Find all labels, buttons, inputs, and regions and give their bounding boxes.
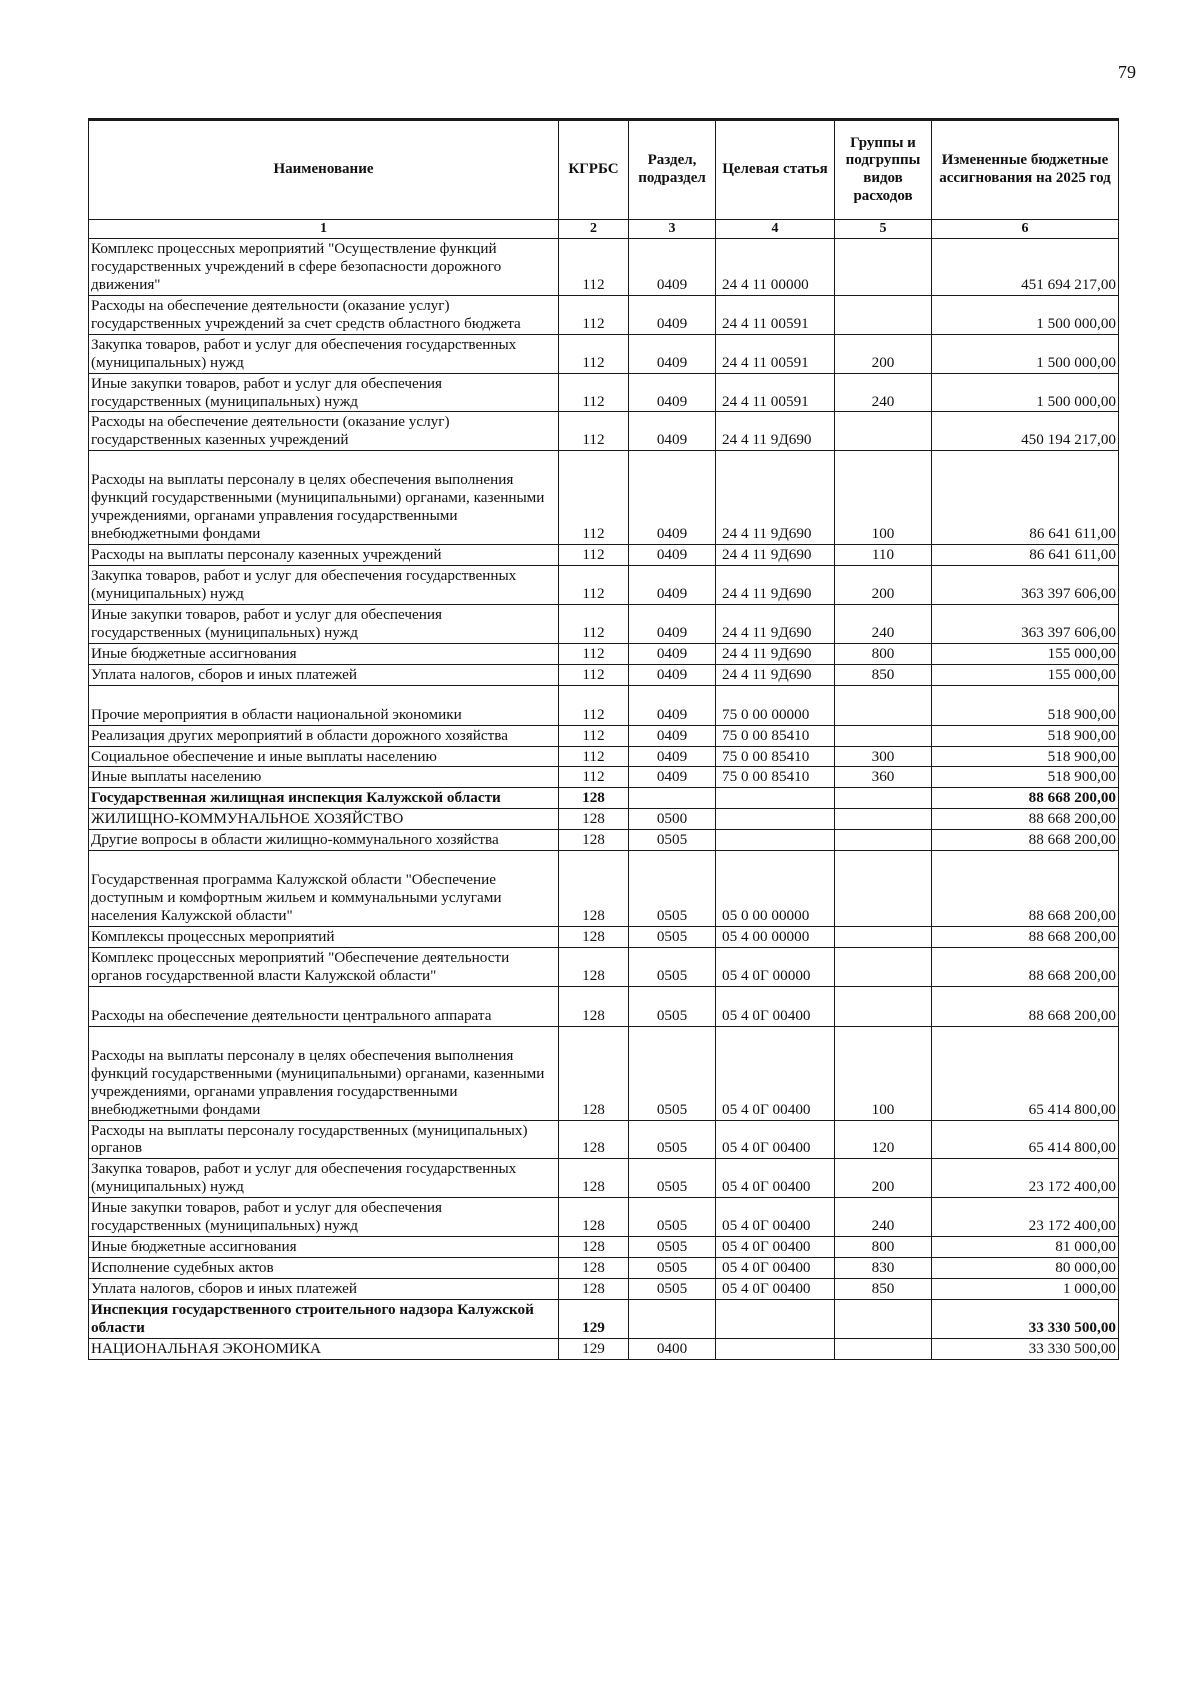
row-group: 200 xyxy=(835,334,932,373)
row-article: 05 4 0Г 00400 xyxy=(716,1279,835,1300)
row-kgrbs: 128 xyxy=(559,1258,629,1279)
row-kgrbs: 128 xyxy=(559,1279,629,1300)
column-number: 3 xyxy=(629,220,716,239)
row-amount: 518 900,00 xyxy=(932,746,1119,767)
row-name: Закупка товаров, работ и услуг для обеспечения государственных (муниципальных) нужд xyxy=(89,1159,559,1198)
row-section: 0409 xyxy=(629,767,716,788)
row-kgrbs: 128 xyxy=(559,851,629,927)
row-amount: 88 668 200,00 xyxy=(932,851,1119,927)
row-amount: 518 900,00 xyxy=(932,767,1119,788)
row-group: 850 xyxy=(835,1279,932,1300)
row-group xyxy=(835,947,932,986)
row-section: 0409 xyxy=(629,545,716,566)
row-name: Расходы на обеспечение деятельности (оказание услуг) государственных казенных учреждений xyxy=(89,412,559,451)
column-number: 5 xyxy=(835,220,932,239)
row-name: Комплексы процессных мероприятий xyxy=(89,927,559,948)
row-amount: 88 668 200,00 xyxy=(932,830,1119,851)
row-article: 05 4 0Г 00400 xyxy=(716,1026,835,1120)
row-kgrbs: 112 xyxy=(559,295,629,334)
row-name: Социальное обеспечение и иные выплаты населению xyxy=(89,746,559,767)
row-amount: 1 000,00 xyxy=(932,1279,1119,1300)
table-row xyxy=(89,1299,1119,1338)
row-article: 75 0 00 00000 xyxy=(716,685,835,725)
row-amount: 88 668 200,00 xyxy=(932,788,1119,809)
row-group: 850 xyxy=(835,664,932,685)
row-section: 0409 xyxy=(629,643,716,664)
row-amount: 155 000,00 xyxy=(932,664,1119,685)
table-row xyxy=(89,1026,1119,1120)
row-kgrbs: 129 xyxy=(559,1299,629,1338)
row-section: 0505 xyxy=(629,830,716,851)
table-row xyxy=(89,986,1119,1026)
row-group: 360 xyxy=(835,767,932,788)
row-name: Расходы на обеспечение деятельности центрального аппарата xyxy=(89,986,559,1026)
row-name: Иные бюджетные ассигнования xyxy=(89,643,559,664)
row-name: Другие вопросы в области жилищно-коммунального хозяйства xyxy=(89,830,559,851)
row-group xyxy=(835,685,932,725)
page-number: 79 xyxy=(1118,62,1136,82)
row-group: 100 xyxy=(835,1026,932,1120)
row-name: ЖИЛИЩНО-КОММУНАЛЬНОЕ ХОЗЯЙСТВО xyxy=(89,809,559,830)
row-amount: 88 668 200,00 xyxy=(932,947,1119,986)
header-section: Раздел, подраздел xyxy=(629,120,716,220)
row-name: Расходы на выплаты персоналу государственных (муниципальных) органов xyxy=(89,1120,559,1159)
table-row xyxy=(89,1159,1119,1198)
row-kgrbs: 112 xyxy=(559,746,629,767)
row-section: 0500 xyxy=(629,809,716,830)
row-section: 0505 xyxy=(629,1258,716,1279)
row-name: Уплата налогов, сборов и иных платежей xyxy=(89,1279,559,1300)
table-row xyxy=(89,412,1119,451)
row-article: 24 4 11 9Д690 xyxy=(716,664,835,685)
table-row xyxy=(89,334,1119,373)
row-section: 0409 xyxy=(629,239,716,296)
row-group xyxy=(835,1299,932,1338)
row-group xyxy=(835,295,932,334)
row-amount: 363 397 606,00 xyxy=(932,604,1119,643)
row-group xyxy=(835,851,932,927)
row-group xyxy=(835,809,932,830)
table-body xyxy=(89,239,1119,1360)
row-article: 24 4 11 00591 xyxy=(716,295,835,334)
header-article: Целевая статья xyxy=(716,120,835,220)
row-kgrbs: 112 xyxy=(559,373,629,412)
table-row xyxy=(89,643,1119,664)
row-article: 24 4 11 9Д690 xyxy=(716,604,835,643)
row-kgrbs: 112 xyxy=(559,412,629,451)
row-kgrbs: 112 xyxy=(559,767,629,788)
row-section: 0505 xyxy=(629,851,716,927)
table-row xyxy=(89,851,1119,927)
row-amount: 65 414 800,00 xyxy=(932,1026,1119,1120)
table-row xyxy=(89,239,1119,296)
row-kgrbs: 112 xyxy=(559,725,629,746)
row-amount: 88 668 200,00 xyxy=(932,927,1119,948)
row-section: 0505 xyxy=(629,1237,716,1258)
row-group xyxy=(835,725,932,746)
row-section: 0505 xyxy=(629,947,716,986)
table-row xyxy=(89,1279,1119,1300)
row-group xyxy=(835,927,932,948)
row-kgrbs: 128 xyxy=(559,927,629,948)
table-row xyxy=(89,545,1119,566)
row-article: 05 4 0Г 00400 xyxy=(716,1237,835,1258)
row-group: 240 xyxy=(835,1198,932,1237)
row-section: 0409 xyxy=(629,604,716,643)
budget-table xyxy=(88,118,1119,1360)
row-section: 0409 xyxy=(629,295,716,334)
table-row xyxy=(89,1338,1119,1359)
row-name: Иные выплаты населению xyxy=(89,767,559,788)
row-kgrbs: 128 xyxy=(559,809,629,830)
row-amount: 450 194 217,00 xyxy=(932,412,1119,451)
header-amount: Измененные бюджетные ассигнования на 2025 год xyxy=(932,120,1119,220)
row-kgrbs: 128 xyxy=(559,830,629,851)
row-kgrbs: 128 xyxy=(559,1026,629,1120)
row-name: Иные закупки товаров, работ и услуг для обеспечения государственных (муниципальных) нужд xyxy=(89,373,559,412)
row-amount: 518 900,00 xyxy=(932,725,1119,746)
row-article: 75 0 00 85410 xyxy=(716,746,835,767)
row-amount: 1 500 000,00 xyxy=(932,334,1119,373)
row-article: 05 4 0Г 00400 xyxy=(716,1258,835,1279)
header-name: Наименование xyxy=(89,120,559,220)
row-group xyxy=(835,788,932,809)
row-amount: 155 000,00 xyxy=(932,643,1119,664)
row-kgrbs: 112 xyxy=(559,451,629,545)
row-group: 200 xyxy=(835,1159,932,1198)
table-row xyxy=(89,295,1119,334)
row-group: 800 xyxy=(835,643,932,664)
row-article: 24 4 11 00591 xyxy=(716,334,835,373)
row-kgrbs: 112 xyxy=(559,545,629,566)
row-group xyxy=(835,239,932,296)
table-row xyxy=(89,1237,1119,1258)
row-name: Закупка товаров, работ и услуг для обеспечения государственных (муниципальных) нужд xyxy=(89,566,559,605)
row-name: Иные закупки товаров, работ и услуг для обеспечения государственных (муниципальных) нужд xyxy=(89,1198,559,1237)
row-article: 24 4 11 9Д690 xyxy=(716,545,835,566)
row-article: 24 4 11 9Д690 xyxy=(716,643,835,664)
header-kgrbs: КГРБС xyxy=(559,120,629,220)
row-article: 05 4 0Г 00400 xyxy=(716,986,835,1026)
table-row xyxy=(89,566,1119,605)
row-section: 0505 xyxy=(629,1159,716,1198)
row-section: 0505 xyxy=(629,1198,716,1237)
row-kgrbs: 128 xyxy=(559,947,629,986)
row-name: Инспекция государственного строительного надзора Калужской области xyxy=(89,1299,559,1338)
row-article: 05 4 0Г 00400 xyxy=(716,1198,835,1237)
row-article: 05 4 0Г 00000 xyxy=(716,947,835,986)
row-section: 0409 xyxy=(629,746,716,767)
row-amount: 86 641 611,00 xyxy=(932,451,1119,545)
row-section: 0409 xyxy=(629,412,716,451)
row-amount: 81 000,00 xyxy=(932,1237,1119,1258)
row-name: Комплекс процессных мероприятий "Осуществление функций государственных учреждений в сфере безопасности дорожного движения" xyxy=(89,239,559,296)
row-article: 05 4 00 00000 xyxy=(716,927,835,948)
table-row xyxy=(89,451,1119,545)
row-article: 24 4 11 00000 xyxy=(716,239,835,296)
table-row xyxy=(89,809,1119,830)
table-row xyxy=(89,788,1119,809)
row-amount: 1 500 000,00 xyxy=(932,373,1119,412)
row-section xyxy=(629,788,716,809)
row-section: 0505 xyxy=(629,927,716,948)
row-name: Уплата налогов, сборов и иных платежей xyxy=(89,664,559,685)
column-number: 4 xyxy=(716,220,835,239)
row-group: 110 xyxy=(835,545,932,566)
row-amount: 86 641 611,00 xyxy=(932,545,1119,566)
row-name: Исполнение судебных актов xyxy=(89,1258,559,1279)
row-name: Закупка товаров, работ и услуг для обеспечения государственных (муниципальных) нужд xyxy=(89,334,559,373)
row-section: 0505 xyxy=(629,1026,716,1120)
table-row xyxy=(89,767,1119,788)
row-group xyxy=(835,986,932,1026)
row-name: Реализация других мероприятий в области дорожного хозяйства xyxy=(89,725,559,746)
row-group: 240 xyxy=(835,604,932,643)
row-section: 0505 xyxy=(629,1279,716,1300)
row-kgrbs: 112 xyxy=(559,334,629,373)
row-amount: 451 694 217,00 xyxy=(932,239,1119,296)
row-article: 24 4 11 00591 xyxy=(716,373,835,412)
row-amount: 33 330 500,00 xyxy=(932,1338,1119,1359)
row-kgrbs: 128 xyxy=(559,1237,629,1258)
row-name: Прочие мероприятия в области национальной экономики xyxy=(89,685,559,725)
row-article: 24 4 11 9Д690 xyxy=(716,566,835,605)
column-number: 1 xyxy=(89,220,559,239)
row-group: 800 xyxy=(835,1237,932,1258)
header-group: Группы и подгруппы видов расходов xyxy=(835,120,932,220)
row-section: 0409 xyxy=(629,725,716,746)
row-article: 75 0 00 85410 xyxy=(716,767,835,788)
row-section: 0409 xyxy=(629,451,716,545)
row-name: Расходы на обеспечение деятельности (оказание услуг) государственных учреждений за счет средств областного бюджета xyxy=(89,295,559,334)
row-section: 0400 xyxy=(629,1338,716,1359)
row-group: 300 xyxy=(835,746,932,767)
row-section: 0505 xyxy=(629,1120,716,1159)
table-row xyxy=(89,1120,1119,1159)
table-row xyxy=(89,373,1119,412)
row-kgrbs: 112 xyxy=(559,664,629,685)
column-number: 6 xyxy=(932,220,1119,239)
row-section: 0409 xyxy=(629,566,716,605)
row-article: 05 0 00 00000 xyxy=(716,851,835,927)
row-amount: 65 414 800,00 xyxy=(932,1120,1119,1159)
row-kgrbs: 129 xyxy=(559,1338,629,1359)
row-name: Иные бюджетные ассигнования xyxy=(89,1237,559,1258)
row-name: Государственная программа Калужской области "Обеспечение доступным и комфортным жильем и коммунальными услугами населения Калужской области" xyxy=(89,851,559,927)
row-article xyxy=(716,809,835,830)
row-kgrbs: 128 xyxy=(559,1198,629,1237)
row-group xyxy=(835,1338,932,1359)
row-name: НАЦИОНАЛЬНАЯ ЭКОНОМИКА xyxy=(89,1338,559,1359)
row-kgrbs: 112 xyxy=(559,566,629,605)
row-group: 200 xyxy=(835,566,932,605)
table-row xyxy=(89,604,1119,643)
row-amount: 33 330 500,00 xyxy=(932,1299,1119,1338)
row-kgrbs: 112 xyxy=(559,239,629,296)
row-article xyxy=(716,830,835,851)
row-section: 0505 xyxy=(629,986,716,1026)
row-amount: 88 668 200,00 xyxy=(932,809,1119,830)
row-group: 100 xyxy=(835,451,932,545)
table-row xyxy=(89,746,1119,767)
row-group xyxy=(835,412,932,451)
row-article xyxy=(716,788,835,809)
table-row xyxy=(89,947,1119,986)
row-kgrbs: 128 xyxy=(559,986,629,1026)
row-group: 830 xyxy=(835,1258,932,1279)
row-section: 0409 xyxy=(629,664,716,685)
row-amount: 1 500 000,00 xyxy=(932,295,1119,334)
row-section: 0409 xyxy=(629,334,716,373)
row-amount: 363 397 606,00 xyxy=(932,566,1119,605)
row-article: 05 4 0Г 00400 xyxy=(716,1120,835,1159)
column-number: 2 xyxy=(559,220,629,239)
row-group xyxy=(835,830,932,851)
table-row xyxy=(89,1198,1119,1237)
row-section: 0409 xyxy=(629,685,716,725)
row-group: 120 xyxy=(835,1120,932,1159)
table-row xyxy=(89,927,1119,948)
row-amount: 23 172 400,00 xyxy=(932,1198,1119,1237)
row-article: 24 4 11 9Д690 xyxy=(716,412,835,451)
row-kgrbs: 128 xyxy=(559,1120,629,1159)
row-group: 240 xyxy=(835,373,932,412)
table-row xyxy=(89,664,1119,685)
row-kgrbs: 112 xyxy=(559,643,629,664)
row-amount: 88 668 200,00 xyxy=(932,986,1119,1026)
row-name: Государственная жилищная инспекция Калужской области xyxy=(89,788,559,809)
row-kgrbs: 128 xyxy=(559,788,629,809)
row-name: Расходы на выплаты персоналу в целях обеспечения выполнения функций государственными (муниципальными) органами, казенными учреждениями, органами управления государственными внебюджетными фондами xyxy=(89,1026,559,1120)
row-kgrbs: 112 xyxy=(559,685,629,725)
row-name: Иные закупки товаров, работ и услуг для обеспечения государственных (муниципальных) нужд xyxy=(89,604,559,643)
row-article xyxy=(716,1299,835,1338)
row-amount: 518 900,00 xyxy=(932,685,1119,725)
row-section xyxy=(629,1299,716,1338)
row-article xyxy=(716,1338,835,1359)
row-kgrbs: 112 xyxy=(559,604,629,643)
row-section: 0409 xyxy=(629,373,716,412)
row-article: 05 4 0Г 00400 xyxy=(716,1159,835,1198)
table-row xyxy=(89,1258,1119,1279)
row-name: Расходы на выплаты персоналу казенных учреждений xyxy=(89,545,559,566)
row-kgrbs: 128 xyxy=(559,1159,629,1198)
table-row xyxy=(89,725,1119,746)
table-row xyxy=(89,830,1119,851)
table-row xyxy=(89,685,1119,725)
row-article: 24 4 11 9Д690 xyxy=(716,451,835,545)
row-amount: 80 000,00 xyxy=(932,1258,1119,1279)
row-amount: 23 172 400,00 xyxy=(932,1159,1119,1198)
row-article: 75 0 00 85410 xyxy=(716,725,835,746)
row-name: Расходы на выплаты персоналу в целях обеспечения выполнения функций государственными (муниципальными) органами, казенными учреждениями, органами управления государственными внебюджетными фондами xyxy=(89,451,559,545)
row-name: Комплекс процессных мероприятий "Обеспечение деятельности органов государственной власти Калужской области" xyxy=(89,947,559,986)
